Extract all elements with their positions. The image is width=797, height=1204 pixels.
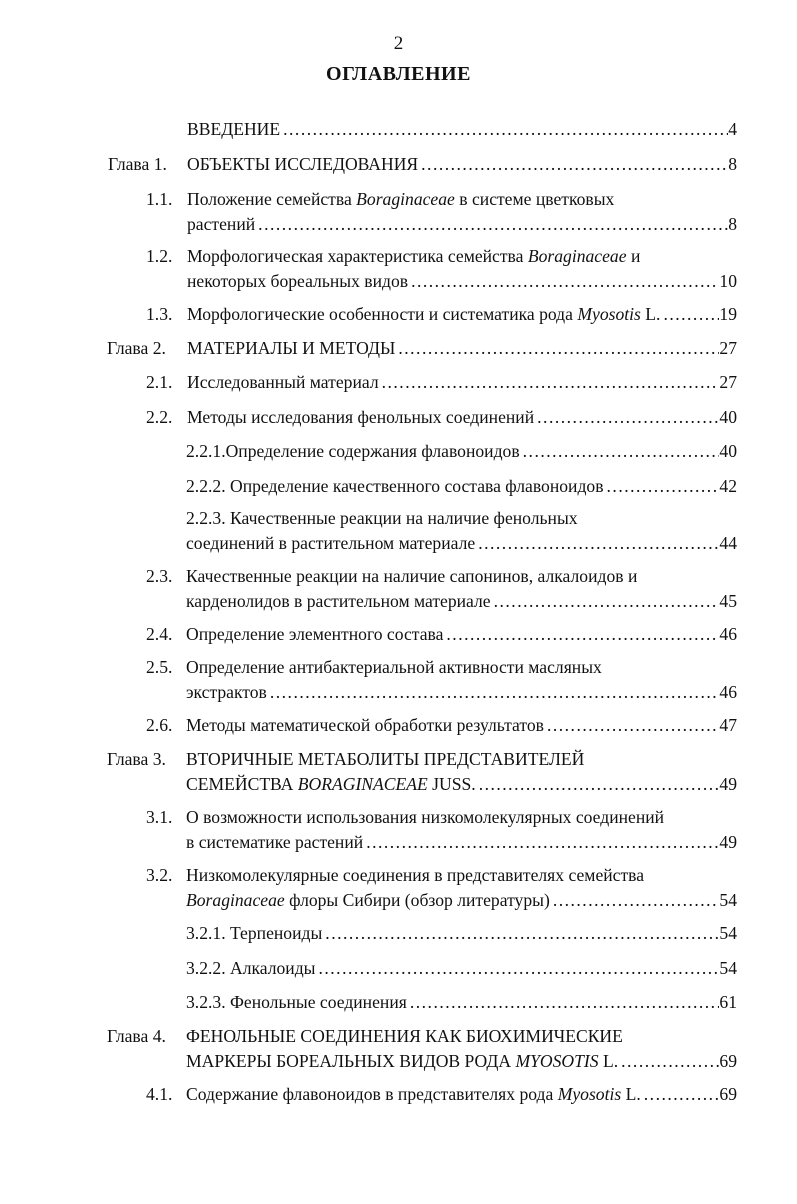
toc-entry-text: ВВЕДЕНИЕ <box>187 119 281 139</box>
toc-entry-text: Исследованный материал <box>187 372 379 392</box>
toc-entry-text: экстрактов <box>186 682 267 702</box>
dot-leader <box>255 212 728 237</box>
toc-entry-text: О возможности использования низкомолекулярных соединений <box>186 807 665 827</box>
toc-entry-text: ОБЪЕКТЫ ИССЛЕДОВАНИЯ <box>187 154 419 174</box>
toc-page-number: 27 <box>719 338 737 358</box>
toc-entry-text: 3.2.2. Алкалоиды <box>186 958 316 978</box>
toc-entry-text: Морфологическая характеристика семейства Boraginaceae и <box>187 246 641 266</box>
toc-page-number: 69 <box>719 1084 737 1104</box>
toc-entry-number: Глава 2. <box>107 338 166 358</box>
dot-leader <box>322 921 719 946</box>
toc-entry-text: ФЕНОЛЬНЫЕ СОЕДИНЕНИЯ КАК БИОХИМИЧЕСКИЕ <box>186 1026 623 1046</box>
toc-entry-text: 3.2.3. Фенольные соединения <box>186 992 407 1012</box>
toc-page-number: 69 <box>719 1051 737 1071</box>
dot-leader <box>395 336 719 361</box>
toc-entry <box>0 405 737 430</box>
toc-entry-text: карденолидов в растительном материале <box>186 591 491 611</box>
toc-page-number: 10 <box>719 271 737 291</box>
toc-entry-number: 4.1. <box>146 1084 173 1104</box>
toc-entry-text: Содержание флавоноидов в представителях рода Myosotis L. <box>186 1084 641 1104</box>
toc-entry-number: 2.1. <box>146 372 173 392</box>
dot-leader <box>418 152 728 177</box>
toc-page-number: 8 <box>728 154 737 174</box>
toc-entry <box>0 564 737 614</box>
dot-leader <box>379 370 720 395</box>
toc-page-number: 40 <box>719 407 737 427</box>
toc-page-number: 19 <box>719 304 737 324</box>
toc-entry-number: Глава 3. <box>107 749 166 769</box>
toc-entry <box>0 152 737 177</box>
toc-entry <box>0 1082 737 1107</box>
dot-leader <box>315 956 719 981</box>
toc-entry-text: Положение семейства Boraginaceae в системе цветковых <box>187 189 615 209</box>
toc-page-number: 44 <box>719 533 737 553</box>
toc-entry-number: 1.2. <box>146 246 173 266</box>
dot-leader <box>280 117 728 142</box>
toc-entry-number: Глава 1. <box>108 154 167 174</box>
toc-entry-number: 3.2. <box>146 865 173 885</box>
toc-entry <box>0 805 737 855</box>
toc-entry <box>0 506 737 556</box>
dot-leader <box>363 830 719 855</box>
dot-leader <box>544 713 719 738</box>
toc-entry-text: Методы исследования фенольных соединений <box>187 407 535 427</box>
toc-entry <box>0 1024 737 1074</box>
toc-entry-text: Морфологические особенности и систематика рода Myosotis L. <box>187 304 661 324</box>
toc-page-number: 61 <box>719 992 737 1012</box>
dot-leader <box>641 1082 720 1107</box>
toc-entry-number: Глава 4. <box>107 1026 166 1046</box>
toc-entry-text: 3.2.1. Терпеноиды <box>186 923 323 943</box>
toc-entry <box>0 863 737 913</box>
toc-entry-text: 2.2.2. Определение качественного состава флавоноидов <box>186 476 604 496</box>
toc-entry-text: растений <box>187 214 256 234</box>
toc-page-number: 54 <box>719 958 737 978</box>
toc-entry-text: Низкомолекулярные соединения в представителях семейства <box>186 865 645 885</box>
toc-page-number: 49 <box>719 832 737 852</box>
toc-entry <box>0 117 737 142</box>
toc-page-number: 54 <box>719 923 737 943</box>
toc-entry <box>0 713 737 738</box>
toc-entry-number: 1.1. <box>146 189 173 209</box>
toc-entry <box>0 956 737 981</box>
toc-entry <box>0 187 737 237</box>
toc-entry-text: в систематике растений <box>186 832 364 852</box>
toc-entry <box>0 370 737 395</box>
toc-entry-text: соединений в растительном материале <box>186 533 476 553</box>
dot-leader <box>520 439 720 464</box>
toc-entry <box>0 921 737 946</box>
toc-entry-text: некоторых бореальных видов <box>187 271 409 291</box>
toc-entry-number: 2.4. <box>146 624 173 644</box>
toc-entry <box>0 747 737 797</box>
toc-entry-text: МАТЕРИАЛЫ И МЕТОДЫ <box>187 338 396 358</box>
toc-page-number: 27 <box>719 372 737 392</box>
toc-entry <box>0 655 737 705</box>
toc-page-number: 46 <box>719 624 737 644</box>
toc-title: ОГЛАВЛЕНИЕ <box>326 63 471 85</box>
toc-entry-text: ВТОРИЧНЫЕ МЕТАБОЛИТЫ ПРЕДСТАВИТЕЛЕЙ <box>186 749 585 769</box>
dot-leader <box>475 531 719 556</box>
toc-entry-number: 2.2. <box>146 407 173 427</box>
toc-entry-text: Boraginaceae флоры Сибири (обзор литературы) <box>186 890 550 910</box>
toc-entry-text: Качественные реакции на наличие сапонинов, алкалоидов и <box>186 566 638 586</box>
toc-entry-text: Определение антибактериальной активности масляных <box>186 657 602 677</box>
dot-leader <box>491 589 720 614</box>
toc-entry-number: 2.6. <box>146 715 173 735</box>
toc-entry <box>0 302 737 327</box>
dot-leader <box>267 680 720 705</box>
toc-entry-number: 1.3. <box>146 304 173 324</box>
toc-page-number: 49 <box>719 774 737 794</box>
toc-page-number: 46 <box>719 682 737 702</box>
dot-leader <box>408 269 719 294</box>
dot-leader <box>534 405 719 430</box>
toc-entry <box>0 622 737 647</box>
toc-entry <box>0 244 737 294</box>
toc-entry-text: МАРКЕРЫ БОРЕАЛЬНЫХ ВИДОВ РОДА MYOSOTIS L. <box>186 1051 619 1071</box>
dot-leader <box>407 990 720 1015</box>
toc-page-number: 54 <box>719 890 737 910</box>
toc-entry-number: 2.5. <box>146 657 173 677</box>
toc-entry-text: 2.2.1.Определение содержания флавоноидов <box>186 441 520 461</box>
dot-leader <box>660 302 719 327</box>
dot-leader <box>550 888 720 913</box>
toc-page-number: 47 <box>719 715 737 735</box>
toc-page-number: 4 <box>728 119 737 139</box>
dot-leader <box>476 772 720 797</box>
toc-page-number: 42 <box>719 476 737 496</box>
toc-page-number: 40 <box>719 441 737 461</box>
toc-entry <box>0 474 737 499</box>
toc-entry <box>0 439 737 464</box>
toc-page-number: 45 <box>719 591 737 611</box>
toc-entry-text: СЕМЕЙСТВА BORAGINACEAE JUSS. <box>186 774 476 794</box>
dot-leader <box>443 622 719 647</box>
toc-page-number: 8 <box>728 214 737 234</box>
toc-entry <box>0 336 737 361</box>
toc-entry-number: 3.1. <box>146 807 173 827</box>
toc-entry-text: Методы математической обработки результатов <box>186 715 544 735</box>
dot-leader <box>618 1049 719 1074</box>
toc-entry-text: Определение элементного состава <box>186 624 444 644</box>
toc-entry-number: 2.3. <box>146 566 173 586</box>
dot-leader <box>604 474 720 499</box>
page-number: 2 <box>393 33 404 54</box>
toc-entry <box>0 990 737 1015</box>
toc-entry-text: 2.2.3. Качественные реакции на наличие фенольных <box>186 508 578 528</box>
